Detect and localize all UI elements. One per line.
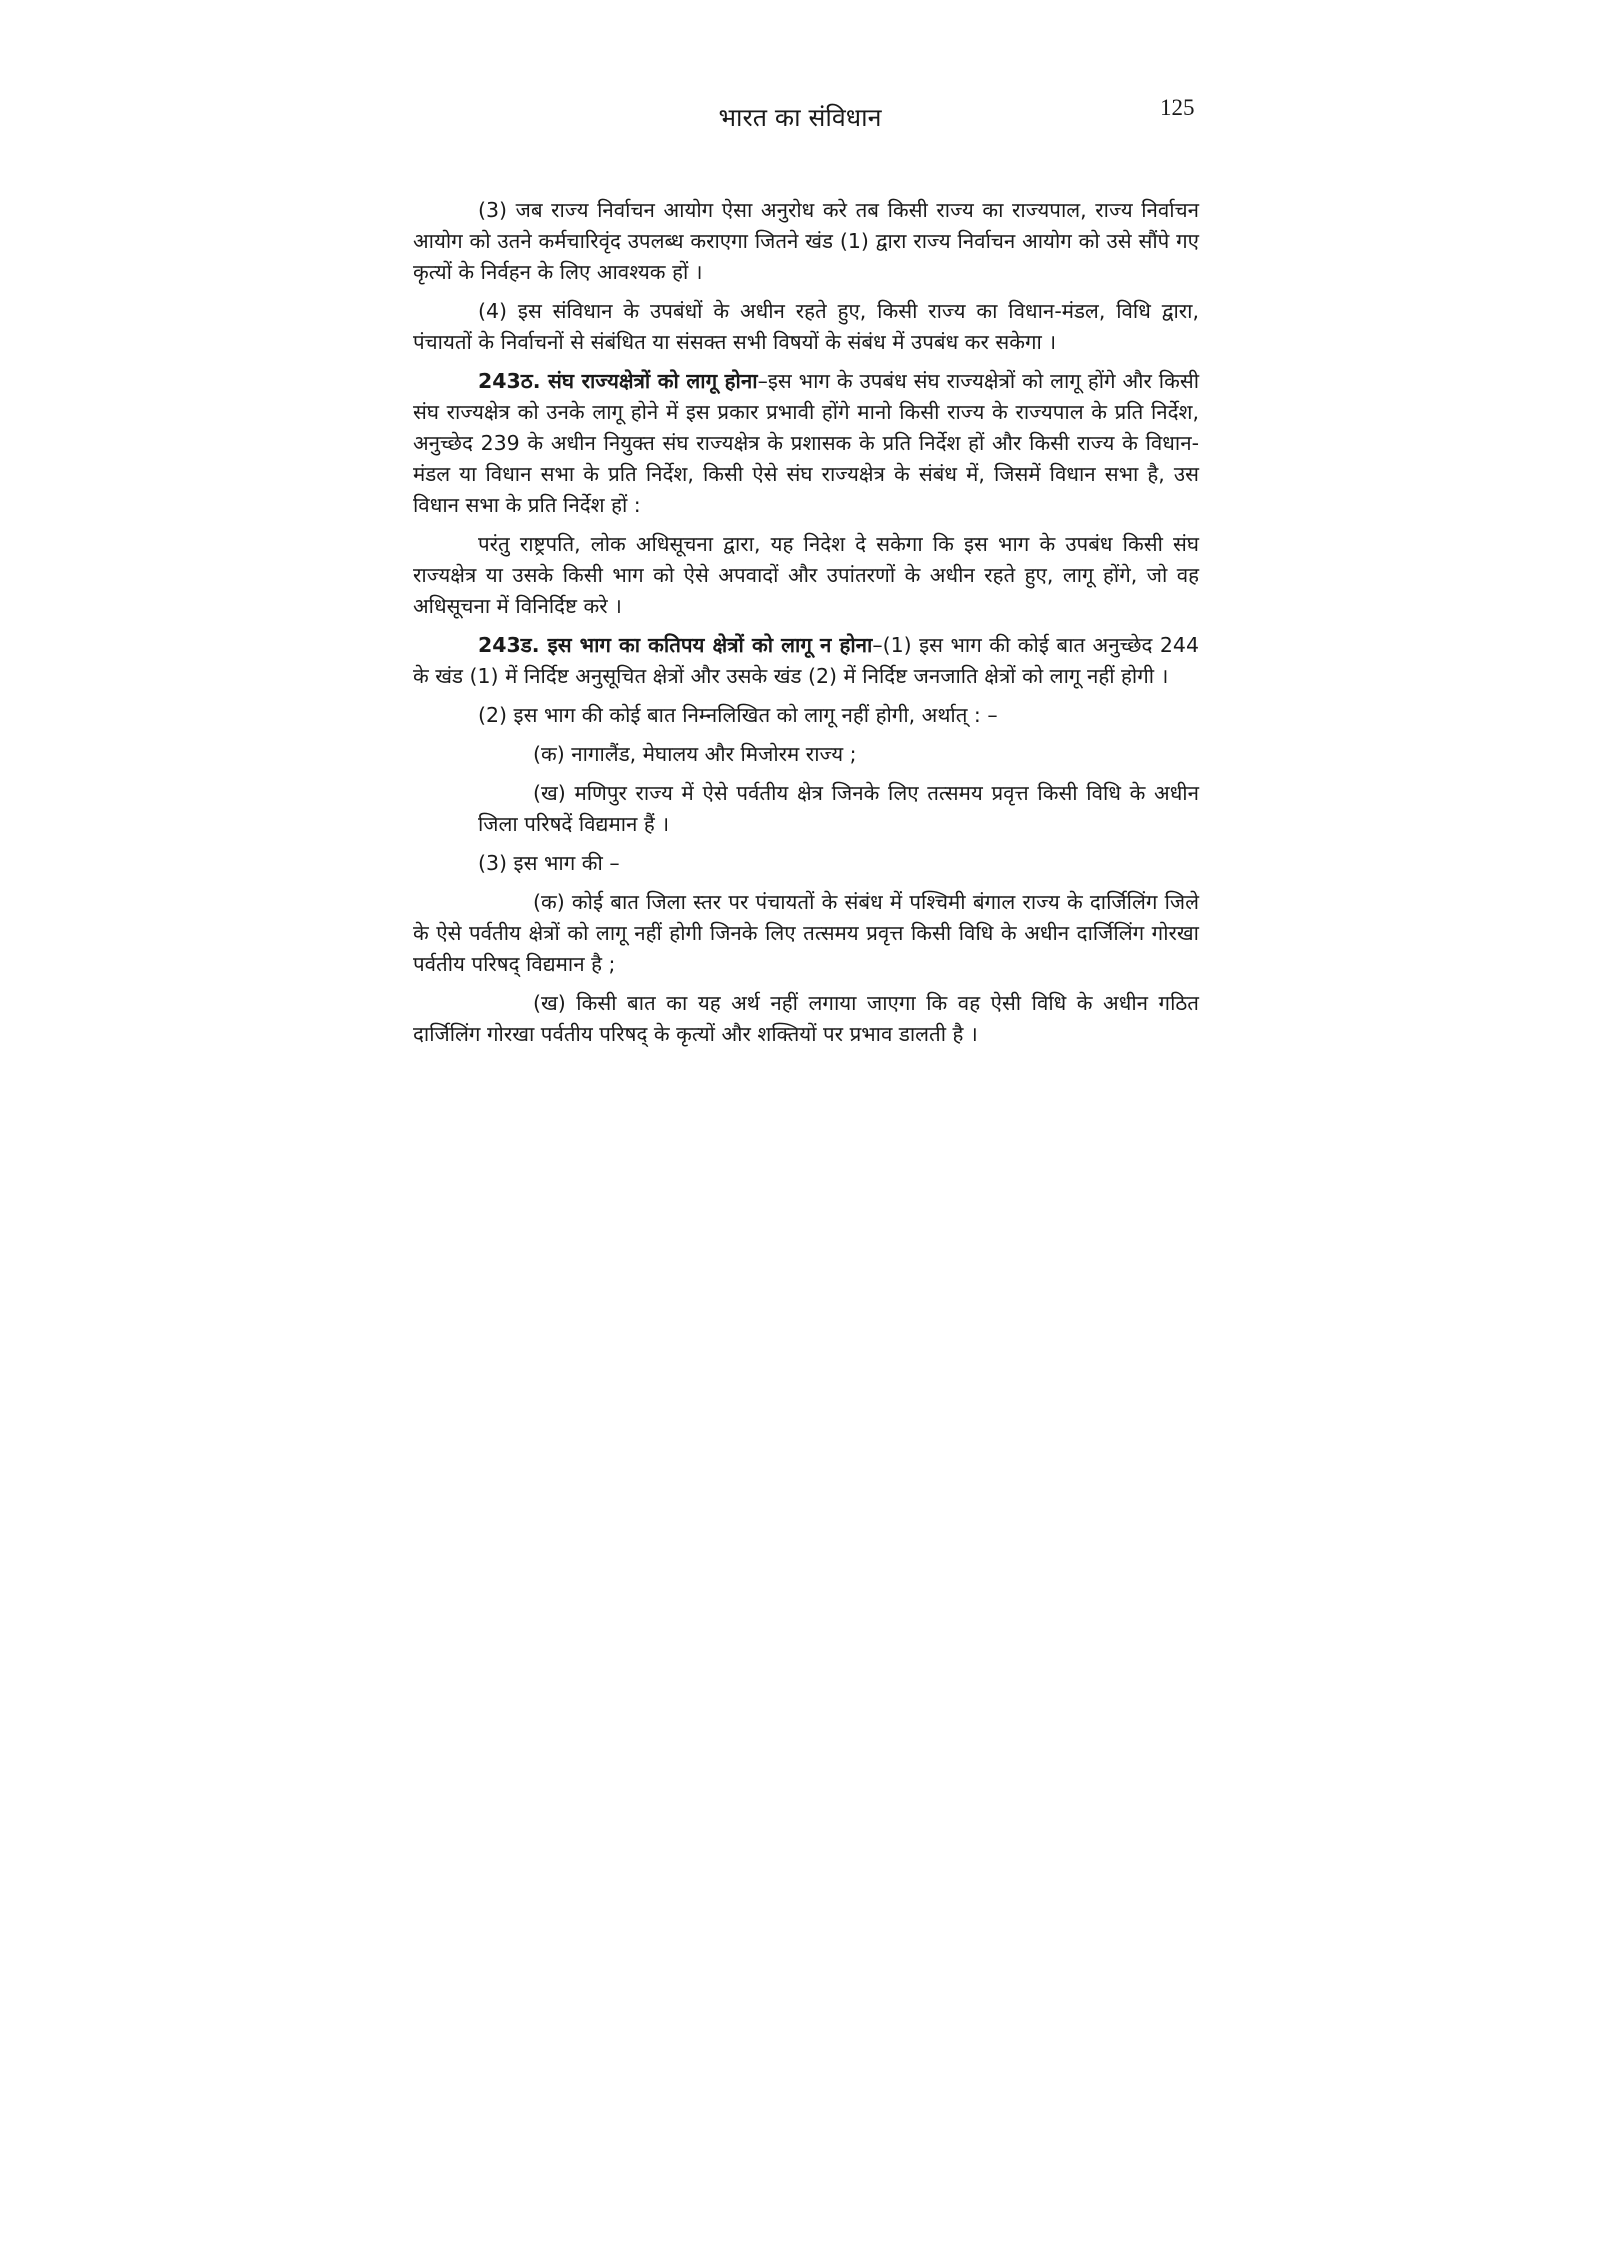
proviso-paragraph: परंतु राष्ट्रपति, लोक अधिसूचना द्वारा, यह निदेश दे सकेगा कि इस भाग के उपबंध किसी संघ राज्यक्षेत्र या उसके किसी भाग को ऐसे अपवादों और उपांतरणों के अधीन रहते हुए, लागू होंगे, जो वह अधिसूचना में विनिर्दिष्ट करे । bbox=[413, 532, 1199, 618]
clause-2a-item: (क) नागालैंड, मेघालय और मिजोरम राज्य ; bbox=[533, 742, 857, 766]
clause-2-paragraph: (2) इस भाग की कोई बात निम्नलिखित को लागू नहीं होगी, अर्थात् : – bbox=[478, 703, 998, 727]
article-243l-paragraph bbox=[413, 366, 1199, 521]
article-243m-text: –(1) इस भाग की कोई बात अनुच्छेद 244 के खंड (1) में निर्दिष्ट अनुसूचित क्षेत्रों और उसके खंड (2) में निर्दिष्ट जनजाति क्षेत्रों को लागू नहीं होगी । bbox=[413, 633, 1199, 688]
document-body bbox=[413, 195, 1199, 1058]
article-243m-paragraph bbox=[413, 630, 1199, 692]
clause-4-paragraph: (4) इस संविधान के उपबंधों के अधीन रहते हुए, किसी राज्य का विधान-मंडल, विधि द्वारा, पंचायतों के निर्वाचनों से संबंधित या संसक्त सभी विषयों के संबंध में उपबंध कर सकेगा । bbox=[413, 299, 1199, 354]
clause-3a-item: (क) कोई बात जिला स्तर पर पंचायतों के संबंध में पश्चिमी बंगाल राज्य के दार्जिलिंग जिले के ऐसे पर्वतीय क्षेत्रों को लागू नहीं होगी जिनके लिए तत्समय प्रवृत्त किसी विधि के अधीन दार्जिलिंग गोरखा पर्वतीय परिषद् विद्यमान है ; bbox=[413, 890, 1199, 976]
page-number: 125 bbox=[1160, 95, 1195, 120]
page-title: भारत का संविधान bbox=[718, 103, 882, 132]
article-243l-text: –इस भाग के उपबंध संघ राज्यक्षेत्रों को लागू होंगे और किसी संघ राज्यक्षेत्र को उनके लागू होने में इस प्रकार प्रभावी होंगे मानो किसी राज्य के राज्यपाल के प्रति निर्देश, अनुच्छेद 239 के अधीन नियुक्त संघ राज्यक्षेत्र के प्रशासक के प्रति निर्देश हों और किसी राज्य के विधान-मंडल या विधान सभा के प्रति निर्देश, किसी ऐसे संघ राज्यक्षेत्र के संबंध में, जिसमें विधान सभा है, उस विधान सभा के प्रति निर्देश हों : bbox=[413, 369, 1199, 517]
clause-2b-item: (ख) मणिपुर राज्य में ऐसे पर्वतीय क्षेत्र जिनके लिए तत्समय प्रवृत्त किसी विधि के अधीन जिला परिषदें विद्यमान हैं । bbox=[478, 781, 1199, 836]
clause-3-heading: (3) इस भाग की – bbox=[478, 851, 620, 875]
article-243l-heading: 243ठ. संघ राज्यक्षेत्रों को लागू होना bbox=[478, 369, 758, 393]
clause-3b-item: (ख) किसी बात का यह अर्थ नहीं लगाया जाएगा कि वह ऐसी विधि के अधीन गठित दार्जिलिंग गोरखा पर्वतीय परिषद् के कृत्यों और शक्तियों पर प्रभाव डालती है । bbox=[413, 991, 1199, 1046]
article-243m-heading: 243ड. इस भाग का कतिपय क्षेत्रों को लागू न होना bbox=[478, 633, 873, 657]
clause-3-paragraph: (3) जब राज्य निर्वाचन आयोग ऐसा अनुरोध करे तब किसी राज्य का राज्यपाल, राज्य निर्वाचन आयोग को उतने कर्मचारिवृंद उपलब्ध कराएगा जितने खंड (1) द्वारा राज्य निर्वाचन आयोग को उसे सौंपे गए कृत्यों के निर्वहन के लिए आवश्यक हों । bbox=[413, 198, 1199, 284]
